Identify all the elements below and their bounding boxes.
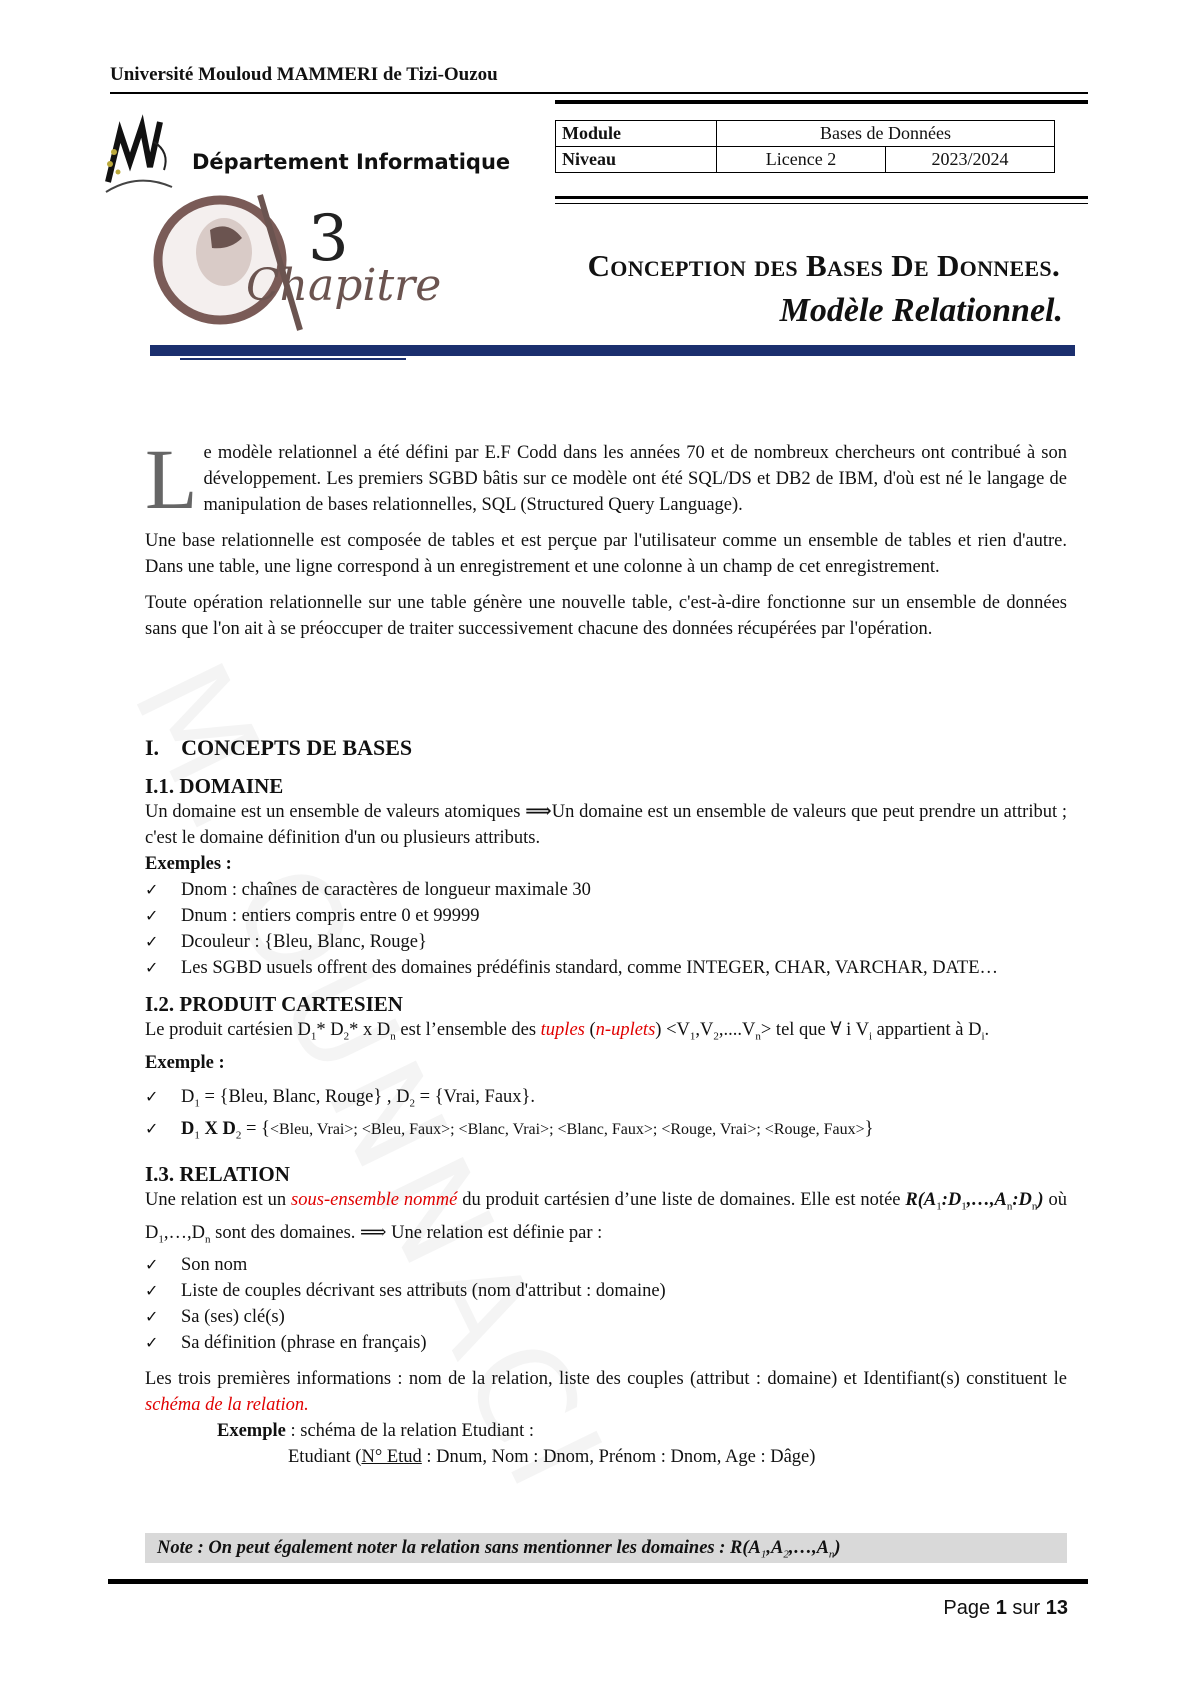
- check-icon: ✓: [145, 1086, 159, 1106]
- chapter-word: Chapitre: [246, 260, 442, 311]
- check-icon: ✓: [145, 958, 159, 977]
- list-item: ✓ $D_1$ X $D_2$ = {<Bleu, Vrai>; <Bleu, Faux>; <Blanc, Vrai>; <Blanc, Faux>; <Rouge, Vrai>; <Rouge, Faux>}: [145, 1116, 1067, 1149]
- domaine-heading: I.1. DOMAINE: [145, 774, 284, 798]
- relation-schema: Etudiant (N° Etud : Dnum, Nom : Dnom, Prénom : Dnom, Age : Dâge): [288, 1447, 816, 1468]
- produit-example-label: Exemple :: [145, 1052, 225, 1073]
- intro-paragraph-1: [145, 431, 1067, 527]
- module-table: [555, 120, 1055, 173]
- list-item: ✓ Liste de couples décrivant ses attributs (nom d'attribut : domaine): [145, 1278, 1067, 1304]
- section-title: CONCEPTS DE BASES: [181, 735, 413, 760]
- intro-paragraph-3: Toute opération relationnelle sur une table génère une nouvelle table, c'est-à-dire fonctionne sur un ensemble de données sans que l'on ait à se préoccuper de traiter successivement chacune des données récupérées par l'opération.: [145, 593, 1067, 639]
- chapter-number: 3: [308, 202, 349, 276]
- produit-examples: [145, 1084, 1067, 1149]
- level-value: Licence 2: [717, 147, 886, 173]
- produit-heading: I.2. PRODUIT CARTESIEN: [145, 992, 403, 1016]
- check-icon: ✓: [145, 1255, 159, 1275]
- title-band: [150, 345, 1075, 356]
- title-band-thin: [180, 358, 406, 360]
- list-item: ✓ Sa (ses) clé(s): [145, 1304, 1067, 1330]
- produit-definition: Le produit cartésien $D_1*$ $D_2*$ x $D_n$ est l’ensemble des tuples (n-uplets) $<V_1,V_2,....V_n>$ tel que ∀ i $V_i$ appartient à $D_i$.: [145, 1020, 990, 1043]
- domaine-examples-label: Exemples :: [145, 854, 232, 874]
- relation-definition: Une relation est un sous-ensemble nommé du produit cartésien d’une liste de domaines. Elle est notée $R(A_1:D_1,\dots,A_n:D_n)$ où $D_1,\dots,D_n$ sont des domaines. ⟹ Une relation est définie par :: [145, 1190, 1067, 1246]
- check-icon: ✓: [145, 932, 159, 951]
- footer-rule: [108, 1579, 1088, 1584]
- note-text: Note : On peut également noter la relation sans mentionner les domaines :: [157, 1538, 731, 1558]
- page-number: Page 1 sur 13: [943, 1597, 1068, 1619]
- module-top-rule: [555, 100, 1088, 104]
- list-item: ✓ Les SGBD usuels offrent des domaines prédéfinis standard, comme INTEGER, CHAR, VARCHAR, DATE…: [145, 955, 1067, 981]
- intro-paragraph-2: Une base relationnelle est composée de tables et est perçue par l'utilisateur comme un ensemble de tables et rien d'autre. Dans une table, une ligne correspond à un enregistrement et une colonne à un champ de cet enregistrement.: [145, 531, 1067, 577]
- relation-schema-paragraph: Les trois premières informations : nom de la relation, liste des couples (attribut : domaine) et Identifiant(s) constituent le schéma de la relation.: [145, 1369, 1067, 1416]
- check-icon: ✓: [145, 1281, 159, 1301]
- module-value: Bases de Données: [717, 121, 1055, 147]
- section-concepts: [145, 735, 1067, 1470]
- module-label: Module: [556, 121, 717, 147]
- department-name: Département Informatique: [192, 150, 511, 174]
- year-value: 2023/2024: [886, 147, 1055, 173]
- note-box: Note : On peut également noter la relation sans mentionner les domaines : $R(A_1,A_2,\dots,A_n)$: [145, 1533, 1067, 1563]
- module-bottom-rule-thin: [555, 203, 1088, 204]
- check-icon: ✓: [145, 1119, 159, 1139]
- chapter-title: Conception des Bases De Donnees.: [587, 248, 1060, 283]
- check-icon: ✓: [145, 1307, 159, 1327]
- list-item: ✓ Sa définition (phrase en français): [145, 1330, 1067, 1356]
- intro-text-1: e modèle relationnel a été défini par E.F Codd dans les années 70 et de nombreux chercheurs ont contribué à son développement. Les premiers SGBD bâtis sur ce modèle ont été SQL/DS et DB2 de IBM, d'où est né le langage de manipulation de bases relationnelles, SQL (Structured Query Language).: [203, 443, 1067, 515]
- section-heading: [145, 735, 1067, 761]
- university-name: Université Mouloud MAMMERI de Tizi-Ouzou: [110, 64, 498, 85]
- module-bottom-rule: [555, 196, 1088, 199]
- chapter-subtitle: Modèle Relationnel.: [779, 292, 1063, 329]
- domaine-examples: [145, 877, 1067, 981]
- list-item: ✓ Dnum : entiers compris entre 0 et 99999: [145, 903, 1067, 929]
- drop-cap: L: [145, 431, 198, 527]
- intro: [145, 431, 1067, 652]
- header-rule: [110, 92, 1088, 94]
- list-item: ✓ Son nom: [145, 1252, 1067, 1278]
- level-label: Niveau: [556, 147, 717, 173]
- relation-heading: I.3. RELATION: [145, 1162, 290, 1187]
- chapter-emblem: [150, 190, 442, 340]
- relation-example: Exemple : schéma de la relation Etudiant :: [217, 1421, 534, 1442]
- list-item: ✓ Dcouleur : {Bleu, Blanc, Rouge}: [145, 929, 1067, 955]
- check-icon: ✓: [145, 880, 159, 899]
- check-icon: ✓: [145, 906, 159, 925]
- check-icon: ✓: [145, 1333, 159, 1353]
- relation-items: [145, 1252, 1067, 1356]
- university-logo-icon: [98, 112, 178, 202]
- section-number: I.: [145, 735, 160, 760]
- domaine-definition: Un domaine est un ensemble de valeurs atomiques ⟹Un domaine est un ensemble de valeurs que peut prendre un attribut ; c'est le domaine définition d'un ou plusieurs attributs.: [145, 802, 1067, 848]
- list-item: ✓ $D_1$ = {Bleu, Blanc, Rouge} , $D_2$ = {Vrai, Faux}.: [145, 1084, 1067, 1117]
- list-item: ✓ Dnom : chaînes de caractères de longueur maximale 30: [145, 877, 1067, 903]
